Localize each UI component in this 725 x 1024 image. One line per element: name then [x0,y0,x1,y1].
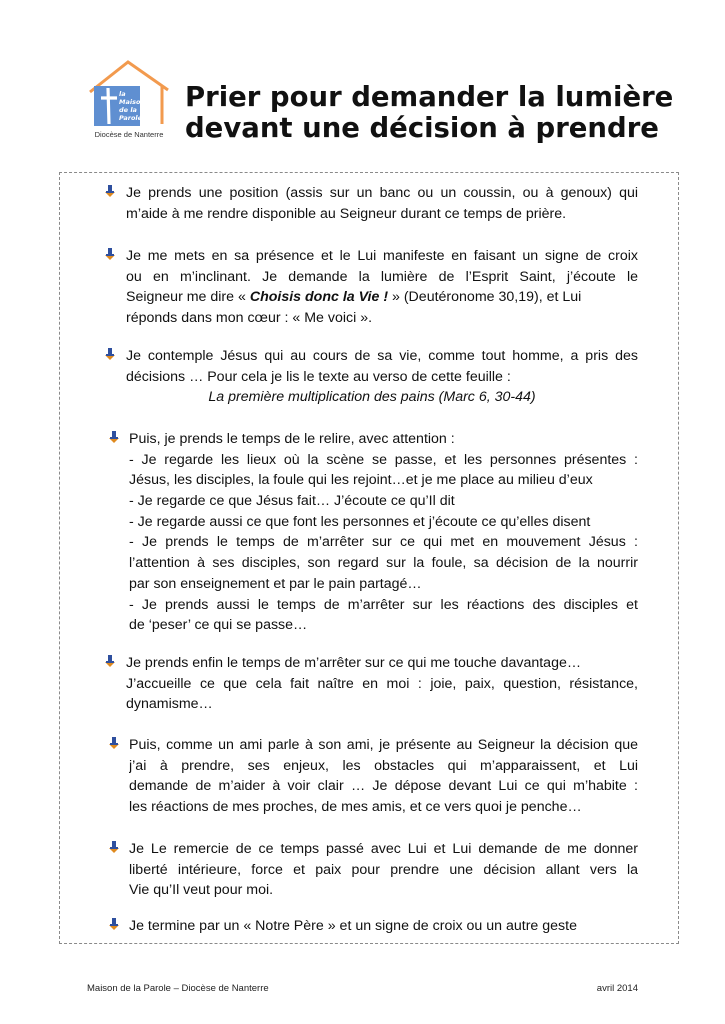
logo-house-icon [84,58,174,140]
text-line: Jésus, les disciples, la foule qui les rejoint…et je me place au milieu d’eux [129,472,593,489]
page-title [185,81,674,144]
logo-text-1: la [119,90,126,98]
title-line-1: Prier pour demander la lumière [185,81,674,113]
bible-quote: Choisis donc la Vie ! [249,289,389,306]
text-line: demande de m’aider à voir clair … Je dépose devant Lui ce qui m’habite : [129,778,638,795]
paragraph-touch [126,653,638,715]
text-line: Vie qu’Il veut pour moi. [129,882,274,899]
text-line: - Je prends aussi le temps de m’arrêter sur les réactions des disciples et [129,596,638,613]
logo-caption: Diocèse de Nanterre [94,130,164,139]
text-line: j’ai à prendre, ses enjeux, les obstacles qui m’apparaissent, et Lui [129,757,638,774]
text-line: de ‘peser’ ce qui se passe… [129,617,308,634]
logo [84,58,174,140]
paragraph-contemplate [126,346,638,408]
text-line: J’accueille ce que cela fait naître en moi : joie, paix, question, résistance, [126,675,638,692]
text-line: Puis, je prends le temps de le relire, avec attention : [129,431,455,447]
thumbtack-icon [108,841,120,854]
text-fragment: » (Deutéronome 30,19), et Lui [388,289,582,306]
logo-text-4: Parole [119,114,143,122]
text-line: - Je regarde les lieux où la scène se passe, et les personnes présentes : [129,451,638,468]
text-line: ou en m’inclinant. Je demande la lumière de l’Esprit Saint, j’écoute le [126,268,638,285]
text-line: Je termine par un « Notre Père » et un signe de croix ou un autre geste [129,918,577,934]
thumbtack-icon [108,737,120,750]
thumbtack-icon [108,918,120,931]
text-line: Je prends enfin le temps de m’arrêter sur ce qui me touche davantage… [126,655,582,671]
footer-left: Maison de la Parole – Diocèse de Nanterre [87,983,269,994]
text-line: - Je prends le temps de m’arrêter sur ce qui met en mouvement Jésus : [129,534,638,551]
text-line: - Je regarde ce que Jésus fait… J’écoute ce qu’Il dit [129,493,455,510]
thumbtack-icon [104,348,116,361]
text-line-quote [126,287,638,308]
text-line: l’attention à ses disciples, son regard sur la foule, sa décision de la nourrir [129,555,638,572]
text-line: Je Le remercie de ce temps passé avec Lui et Lui demande de me donner [129,841,638,857]
text-fragment: Seigneur me dire « [126,289,250,306]
text-line: Puis, comme un ami parle à son ami, je présente au Seigneur la décision que [129,737,638,753]
text-line: Je contemple Jésus qui au cours de sa vie, comme tout homme, a pris des [126,348,638,364]
logo-text-2: Maison [119,98,146,106]
paragraph-position [126,183,638,224]
paragraph-reread [129,429,638,636]
text-line: réponds dans mon cœur : « Me voici ». [126,310,373,327]
text-line: dynamisme… [126,696,213,713]
thumbtack-icon [104,185,116,198]
text-line: Je prends une position (assis sur un banc ou un coussin, ou à genoux) qui [126,185,638,201]
paragraph-closing [129,916,638,937]
text-line: m’aide à me rendre disponible au Seigneur durant ce temps de prière. [126,205,567,222]
text-line: décisions … Pour cela je lis le texte au verso de cette feuille : [126,368,511,385]
text-line: les réactions de mes proches, de mes amis, et ce vers quoi je penche… [129,799,582,816]
paragraph-presence [126,246,638,329]
text-line: - Je regarde aussi ce que font les personnes et j’écoute ce qu’elles disent [129,513,591,530]
title-line-2: devant une décision à prendre [185,112,659,144]
thumbtack-icon [104,248,116,261]
text-line: liberté intérieure, force et paix pour prendre une décision allant vers la [129,861,638,878]
text-line: par son enseignement et par le pain partagé… [129,575,422,592]
scripture-reference: La première multiplication des pains (Marc 6, 30-44) [208,389,536,406]
text-line: Je me mets en sa présence et le Lui manifeste en faisant un signe de croix [126,248,638,264]
paragraph-friend [129,735,638,818]
thumbtack-icon [104,655,116,668]
footer-date: avril 2014 [596,983,638,994]
thumbtack-icon [108,431,120,444]
logo-text-3: de la [119,106,137,114]
paragraph-thanks [129,839,638,901]
